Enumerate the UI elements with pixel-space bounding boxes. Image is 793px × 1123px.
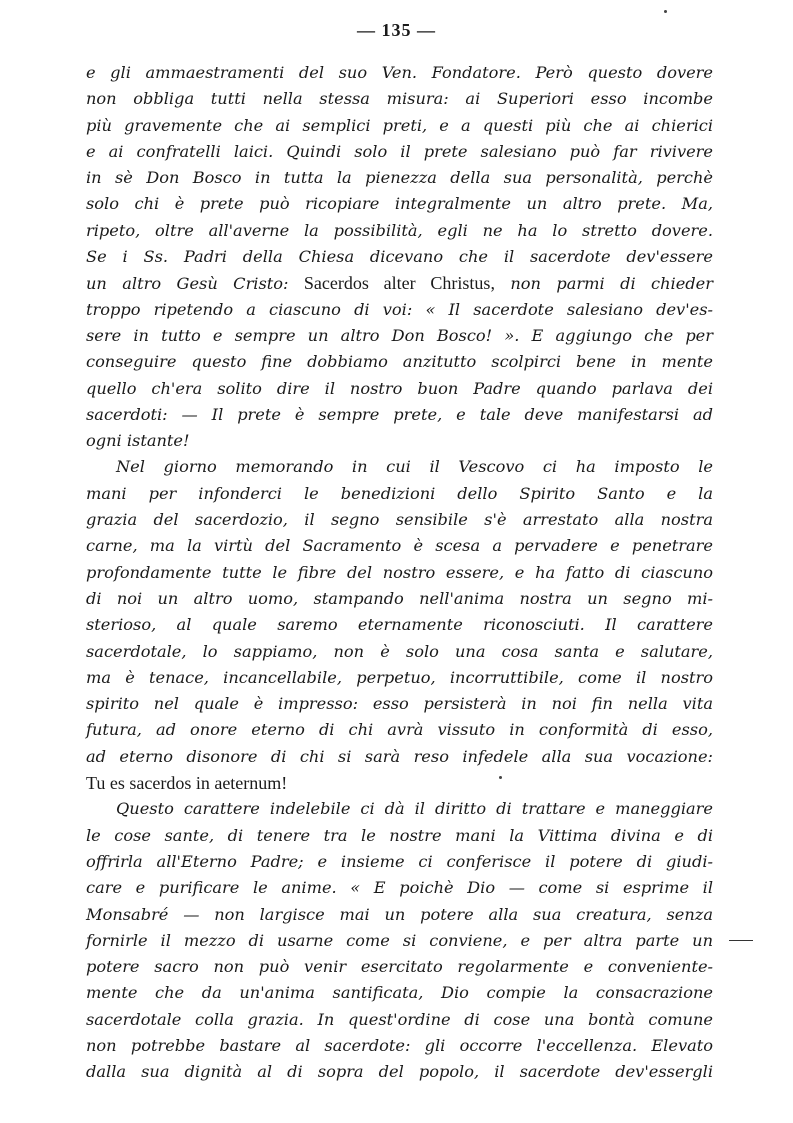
text-line [86,165,713,191]
text-line [86,928,713,954]
ink-speck [499,776,502,779]
text-segment: Monsabré — non largisce mai un potere alla sua creatura, senza [86,904,713,924]
text-segment: sacerdoti: — Il prete è sempre prete, e tale deve manifestarsi ad [86,404,713,424]
text-segment: mani per infonderci le benedizioni dello Spirito Santo e la [86,483,713,503]
text-segment: carne, ma la virtù del Sacramento è scesa a pervadere e penetrare [86,536,713,556]
text-segment: non obbliga tutti nella stessa misura: ai Superiori esso incombe [86,89,713,109]
body-text [86,60,713,1086]
text-segment: Questo carattere indelebile ci dà il diritto di trattare e maneggiare [116,799,713,819]
latin-phrase: Tu es sacerdos in aeternum! [86,773,288,794]
text-segment: futura, ad onore eterno di chi avrà vissuto in conformità di esso, [86,720,713,740]
text-line [86,560,713,586]
text-segment: le cose sante, di tenere tra le nostre mani la Vittima divina e di [86,825,713,845]
text-line [86,744,713,770]
text-line [86,980,713,1006]
text-line [86,113,713,139]
text-segment: in sè Don Bosco in tutta la pienezza della sua personalità, perchè [86,168,713,188]
text-line [86,639,713,665]
text-segment: Nel giorno memorando in cui il Vescovo ci ha imposto le [116,457,713,477]
text-line [86,428,713,454]
text-line [86,823,713,849]
text-line [86,218,713,244]
text-segment: e ai confratelli laici. Quindi solo il prete salesiano può far rivivere [86,141,713,161]
ink-speck [664,10,667,13]
margin-mark [729,940,753,941]
text-line [86,507,713,533]
text-segment: solo chi è prete può ricopiare integralmente un altro prete. Ma, [86,194,713,214]
text-segment: Se i Ss. Padri della Chiesa dicevano che il sacerdote dev'essere [86,247,713,267]
text-line [86,770,713,796]
text-segment: quello ch'era solito dire il nostro buon Padre quando parlava dei [86,378,713,398]
text-line [86,875,713,901]
text-segment: sacerdotale, lo sappiamo, non è solo una cosa santa e salutare, [86,641,713,661]
text-line [86,691,713,717]
text-line [86,1007,713,1033]
text-segment: ad eterno disonore di chi si sarà reso infedele alla sua vocazione: [86,746,713,766]
text-segment: offrirla all'Eterno Padre; e insieme ci conferisce il potere di giudi- [86,851,713,871]
text-line [86,796,713,822]
text-line [86,1059,713,1085]
text-segment: ogni istante! [86,431,190,451]
text-line [86,849,713,875]
text-segment: profondamente tutte le fibre del nostro essere, e ha fatto di ciascuno [86,562,713,582]
text-line [86,665,713,691]
text-segment: fornirle il mezzo di usarne come si conviene, e per altra parte un [86,930,713,950]
text-segment: non parmi di chieder [494,274,713,294]
text-segment: mente che da un'anima santificata, Dio compie la consacrazione [86,983,713,1003]
text-line [86,454,713,480]
text-line [86,270,713,296]
text-segment: conseguire questo fine dobbiamo anzitutto scolpirci bene in mente [86,352,713,372]
text-line [86,612,713,638]
text-segment: sacerdotale colla grazia. In quest'ordine di cose una bontà comune [86,1009,713,1029]
text-segment: non potrebbe bastare al sacerdote: gli occorre l'eccellenza. Elevato [86,1035,713,1055]
text-segment: grazia del sacerdozio, il segno sensibile s'è arrestato alla nostra [86,510,713,530]
text-segment: troppo ripetendo a ciascuno di voi: « Il sacerdote salesiano dev'es- [86,299,713,319]
text-line [86,376,713,402]
text-line [86,244,713,270]
text-segment: sere in tutto e sempre un altro Don Bosco! ». E aggiungo che per [86,325,713,345]
text-line [86,1033,713,1059]
text-line [86,349,713,375]
text-segment: spirito nel quale è impresso: esso persisterà in noi fin nella vita [86,694,713,714]
text-line [86,297,713,323]
text-segment: ripeto, oltre all'averne la possibilità, egli ne ha lo stretto dovere. [86,220,713,240]
text-segment: sterioso, al quale saremo eternamente riconosciuti. Il carattere [86,615,713,635]
text-line [86,902,713,928]
text-segment: ma è tenace, incancellabile, perpetuo, incorruttibile, come il nostro [86,667,713,687]
text-line [86,86,713,112]
text-segment: potere sacro non può venir esercitato regolarmente e convenientе- [86,957,713,977]
text-segment: un altro Gesù Cristo: [86,274,304,294]
page-number: — 135 — [357,20,436,40]
text-segment: e gli ammaestramenti del suo Ven. Fondatore. Però questo dovere [86,63,713,82]
text-line [86,60,713,86]
text-line [86,954,713,980]
text-line [86,139,713,165]
text-line [86,533,713,559]
text-line [86,717,713,743]
text-line [86,586,713,612]
text-line [86,481,713,507]
text-segment: dalla sua dignità al di sopra del popolo, il sacerdote dev'essergli [86,1062,713,1082]
text-segment: care e purificare le anime. « E poichè Dio — come si esprime il [86,878,713,898]
latin-phrase: Sacerdos alter Christus, [303,273,495,294]
text-line [86,191,713,217]
text-segment: di noi un altro uomo, stampando nell'anima nostra un segno mi- [86,588,713,608]
text-segment: più gravemente che ai semplici preti, e a questi più che ai chierici [86,115,713,135]
text-line [86,402,713,428]
text-line [86,323,713,349]
